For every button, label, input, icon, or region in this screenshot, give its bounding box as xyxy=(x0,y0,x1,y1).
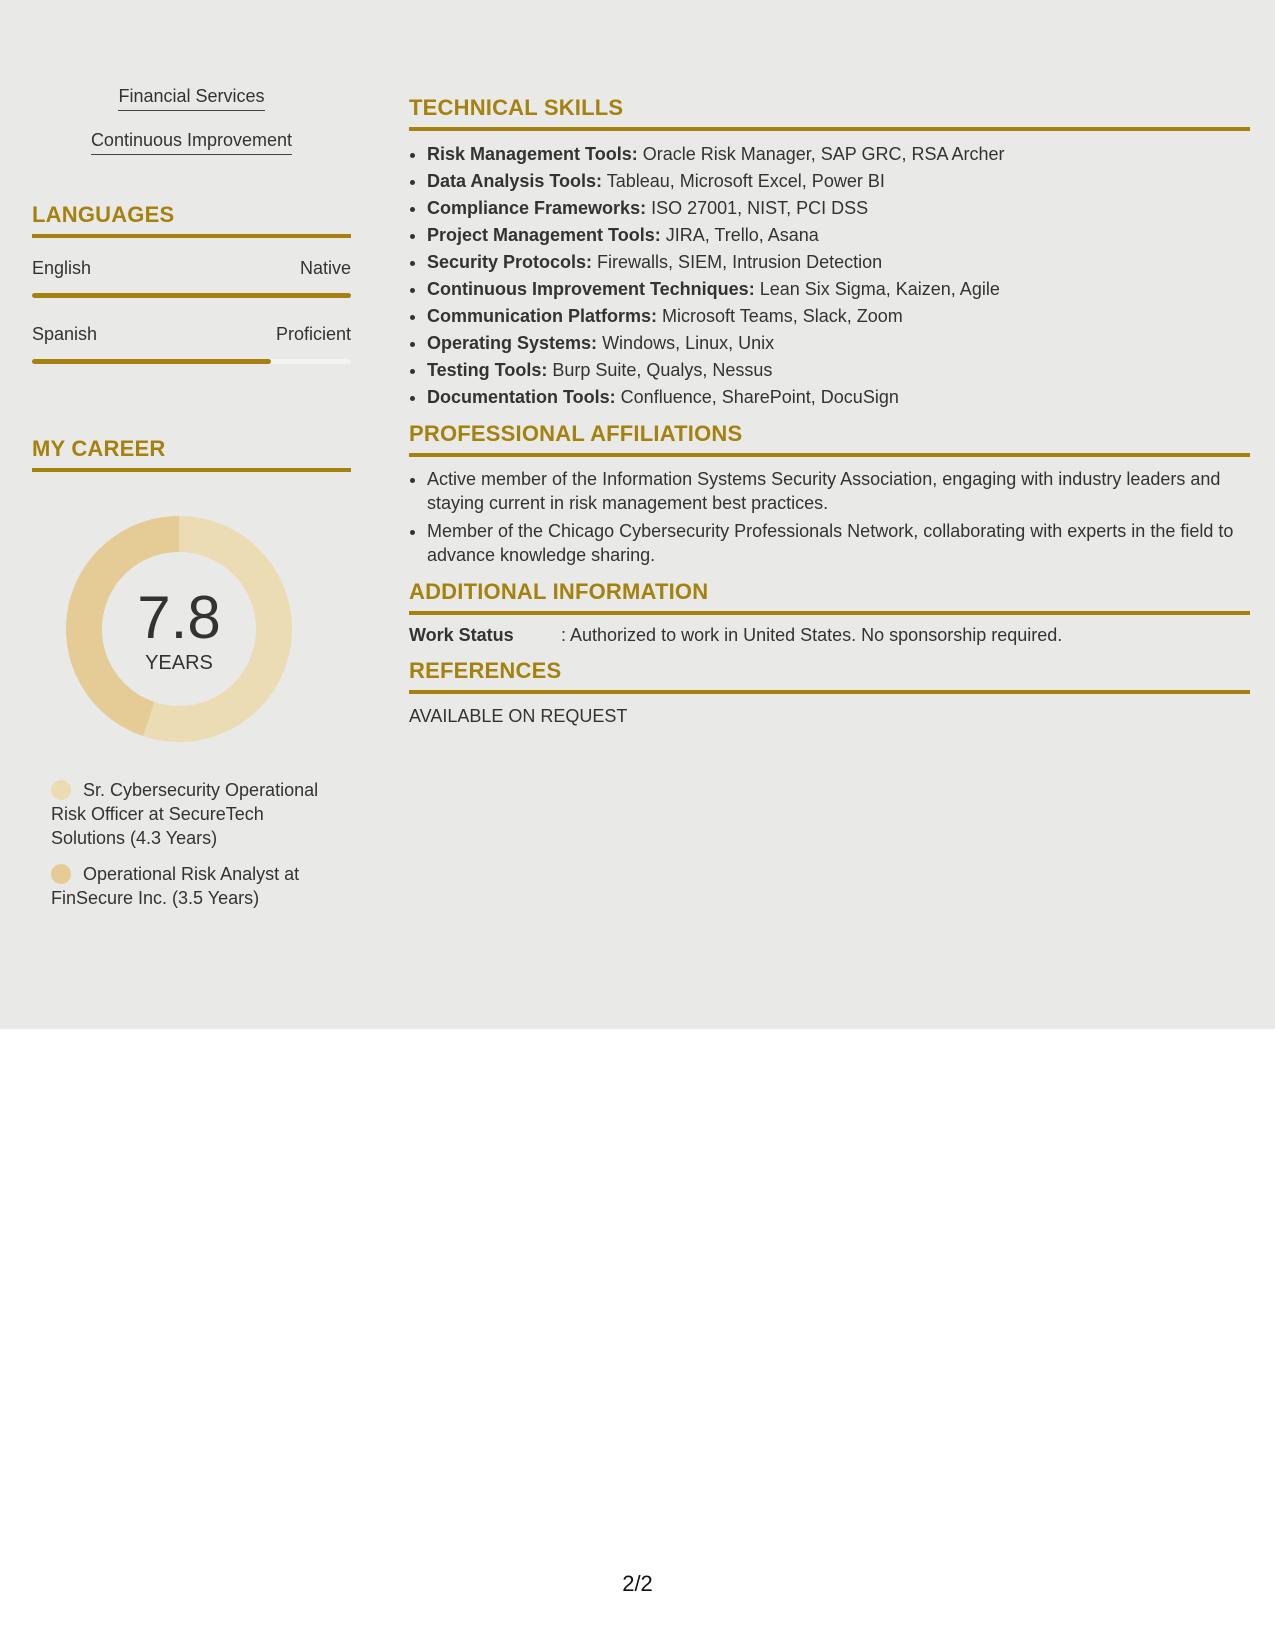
language-english xyxy=(32,258,351,298)
skill-values: JIRA, Trello, Asana xyxy=(660,225,819,245)
skill-category: Continuous Improvement Techniques: xyxy=(427,279,755,299)
skill-item xyxy=(427,195,1250,222)
affiliation-item: • Member of the Chicago Cybersecurity Professionals Network, collaborating with experts in the field to advance knowledge sharing. xyxy=(427,519,1250,567)
language-level: Proficient xyxy=(275,324,351,344)
legend-dot-icon xyxy=(51,780,71,800)
donut-center xyxy=(66,516,292,742)
page-number: 2/2 xyxy=(622,1571,653,1596)
interests-list xyxy=(32,86,351,174)
skill-category: Data Analysis Tools: xyxy=(427,171,603,191)
affiliations-heading: PROFESSIONAL AFFILIATIONS xyxy=(409,421,1250,457)
skill-values: Windows, Linux, Unix xyxy=(597,333,775,353)
affiliation-item: • Active member of the Information Systems Security Association, engaging with industry leaders and staying current in risk management best practices. xyxy=(427,467,1250,515)
skill-category: Operating Systems: xyxy=(427,333,598,353)
career-role-label: Sr. Cybersecurity Operational Risk Officer at SecureTech Solutions (4.3 Years) xyxy=(51,780,319,848)
additional-info-heading: ADDITIONAL INFORMATION xyxy=(409,579,1250,615)
skill-category: Project Management Tools: xyxy=(427,225,661,245)
language-bar-fill xyxy=(32,359,271,364)
work-status-value: : Authorized to work in United States. No sponsorship required. xyxy=(561,625,1063,645)
interest-item: Continuous Improvement xyxy=(91,130,292,155)
work-status-row xyxy=(409,625,1250,646)
skill-category: Communication Platforms: xyxy=(427,306,658,326)
skill-item xyxy=(427,330,1250,357)
skill-values: Microsoft Teams, Slack, Zoom xyxy=(657,306,903,326)
career-legend-item xyxy=(51,862,341,910)
skill-values: Lean Six Sigma, Kaizen, Agile xyxy=(754,279,1000,299)
skill-item xyxy=(427,276,1250,303)
skill-item xyxy=(427,249,1250,276)
skill-values: Firewalls, SIEM, Intrusion Detection xyxy=(592,252,883,272)
skill-category: Compliance Frameworks: xyxy=(427,198,647,218)
career-role-label: Operational Risk Analyst at FinSecure Inc. (3.5 Years) xyxy=(51,864,300,908)
right-column xyxy=(409,95,1250,727)
skill-item xyxy=(427,222,1250,249)
left-column xyxy=(32,86,351,922)
skill-category: Testing Tools: xyxy=(427,360,548,380)
language-bar xyxy=(32,359,351,364)
career-legend xyxy=(51,778,341,910)
skill-values: ISO 27001, NIST, PCI DSS xyxy=(646,198,869,218)
skill-values: Confluence, SharePoint, DocuSign xyxy=(615,387,899,407)
career-total-unit: YEARS xyxy=(145,652,213,674)
language-bar xyxy=(32,293,351,298)
skill-category: Security Protocols: xyxy=(427,252,593,272)
career-legend-item xyxy=(51,778,341,850)
career-donut-chart xyxy=(66,516,292,742)
skill-category: Risk Management Tools: xyxy=(427,144,638,164)
skill-item xyxy=(427,141,1250,168)
legend-dot-icon xyxy=(51,864,71,884)
work-status-label: Work Status xyxy=(409,625,514,645)
skill-category: Documentation Tools: xyxy=(427,387,616,407)
skill-values: Tableau, Microsoft Excel, Power BI xyxy=(602,171,885,191)
references-text: AVAILABLE ON REQUEST xyxy=(409,706,628,726)
language-level: Native xyxy=(299,258,351,278)
career-heading: MY CAREER xyxy=(32,436,351,472)
technical-skills-list xyxy=(409,141,1250,411)
skill-item xyxy=(427,357,1250,384)
skill-item xyxy=(427,303,1250,330)
language-name: English xyxy=(32,258,92,278)
language-bar-fill xyxy=(32,293,351,298)
languages-heading: LANGUAGES xyxy=(32,202,351,238)
references-heading: REFERENCES xyxy=(409,658,1250,694)
language-name: Spanish xyxy=(32,324,98,344)
skill-values: Oracle Risk Manager, SAP GRC, RSA Archer xyxy=(637,144,1005,164)
language-spanish xyxy=(32,324,351,364)
affiliations-list xyxy=(409,467,1250,567)
skill-item xyxy=(427,168,1250,195)
skill-item xyxy=(427,384,1250,411)
skill-values: Burp Suite, Qualys, Nessus xyxy=(547,360,773,380)
career-total-years: 7.8 xyxy=(137,584,221,651)
technical-skills-heading: TECHNICAL SKILLS xyxy=(409,95,1250,131)
interest-item: Financial Services xyxy=(118,86,264,111)
